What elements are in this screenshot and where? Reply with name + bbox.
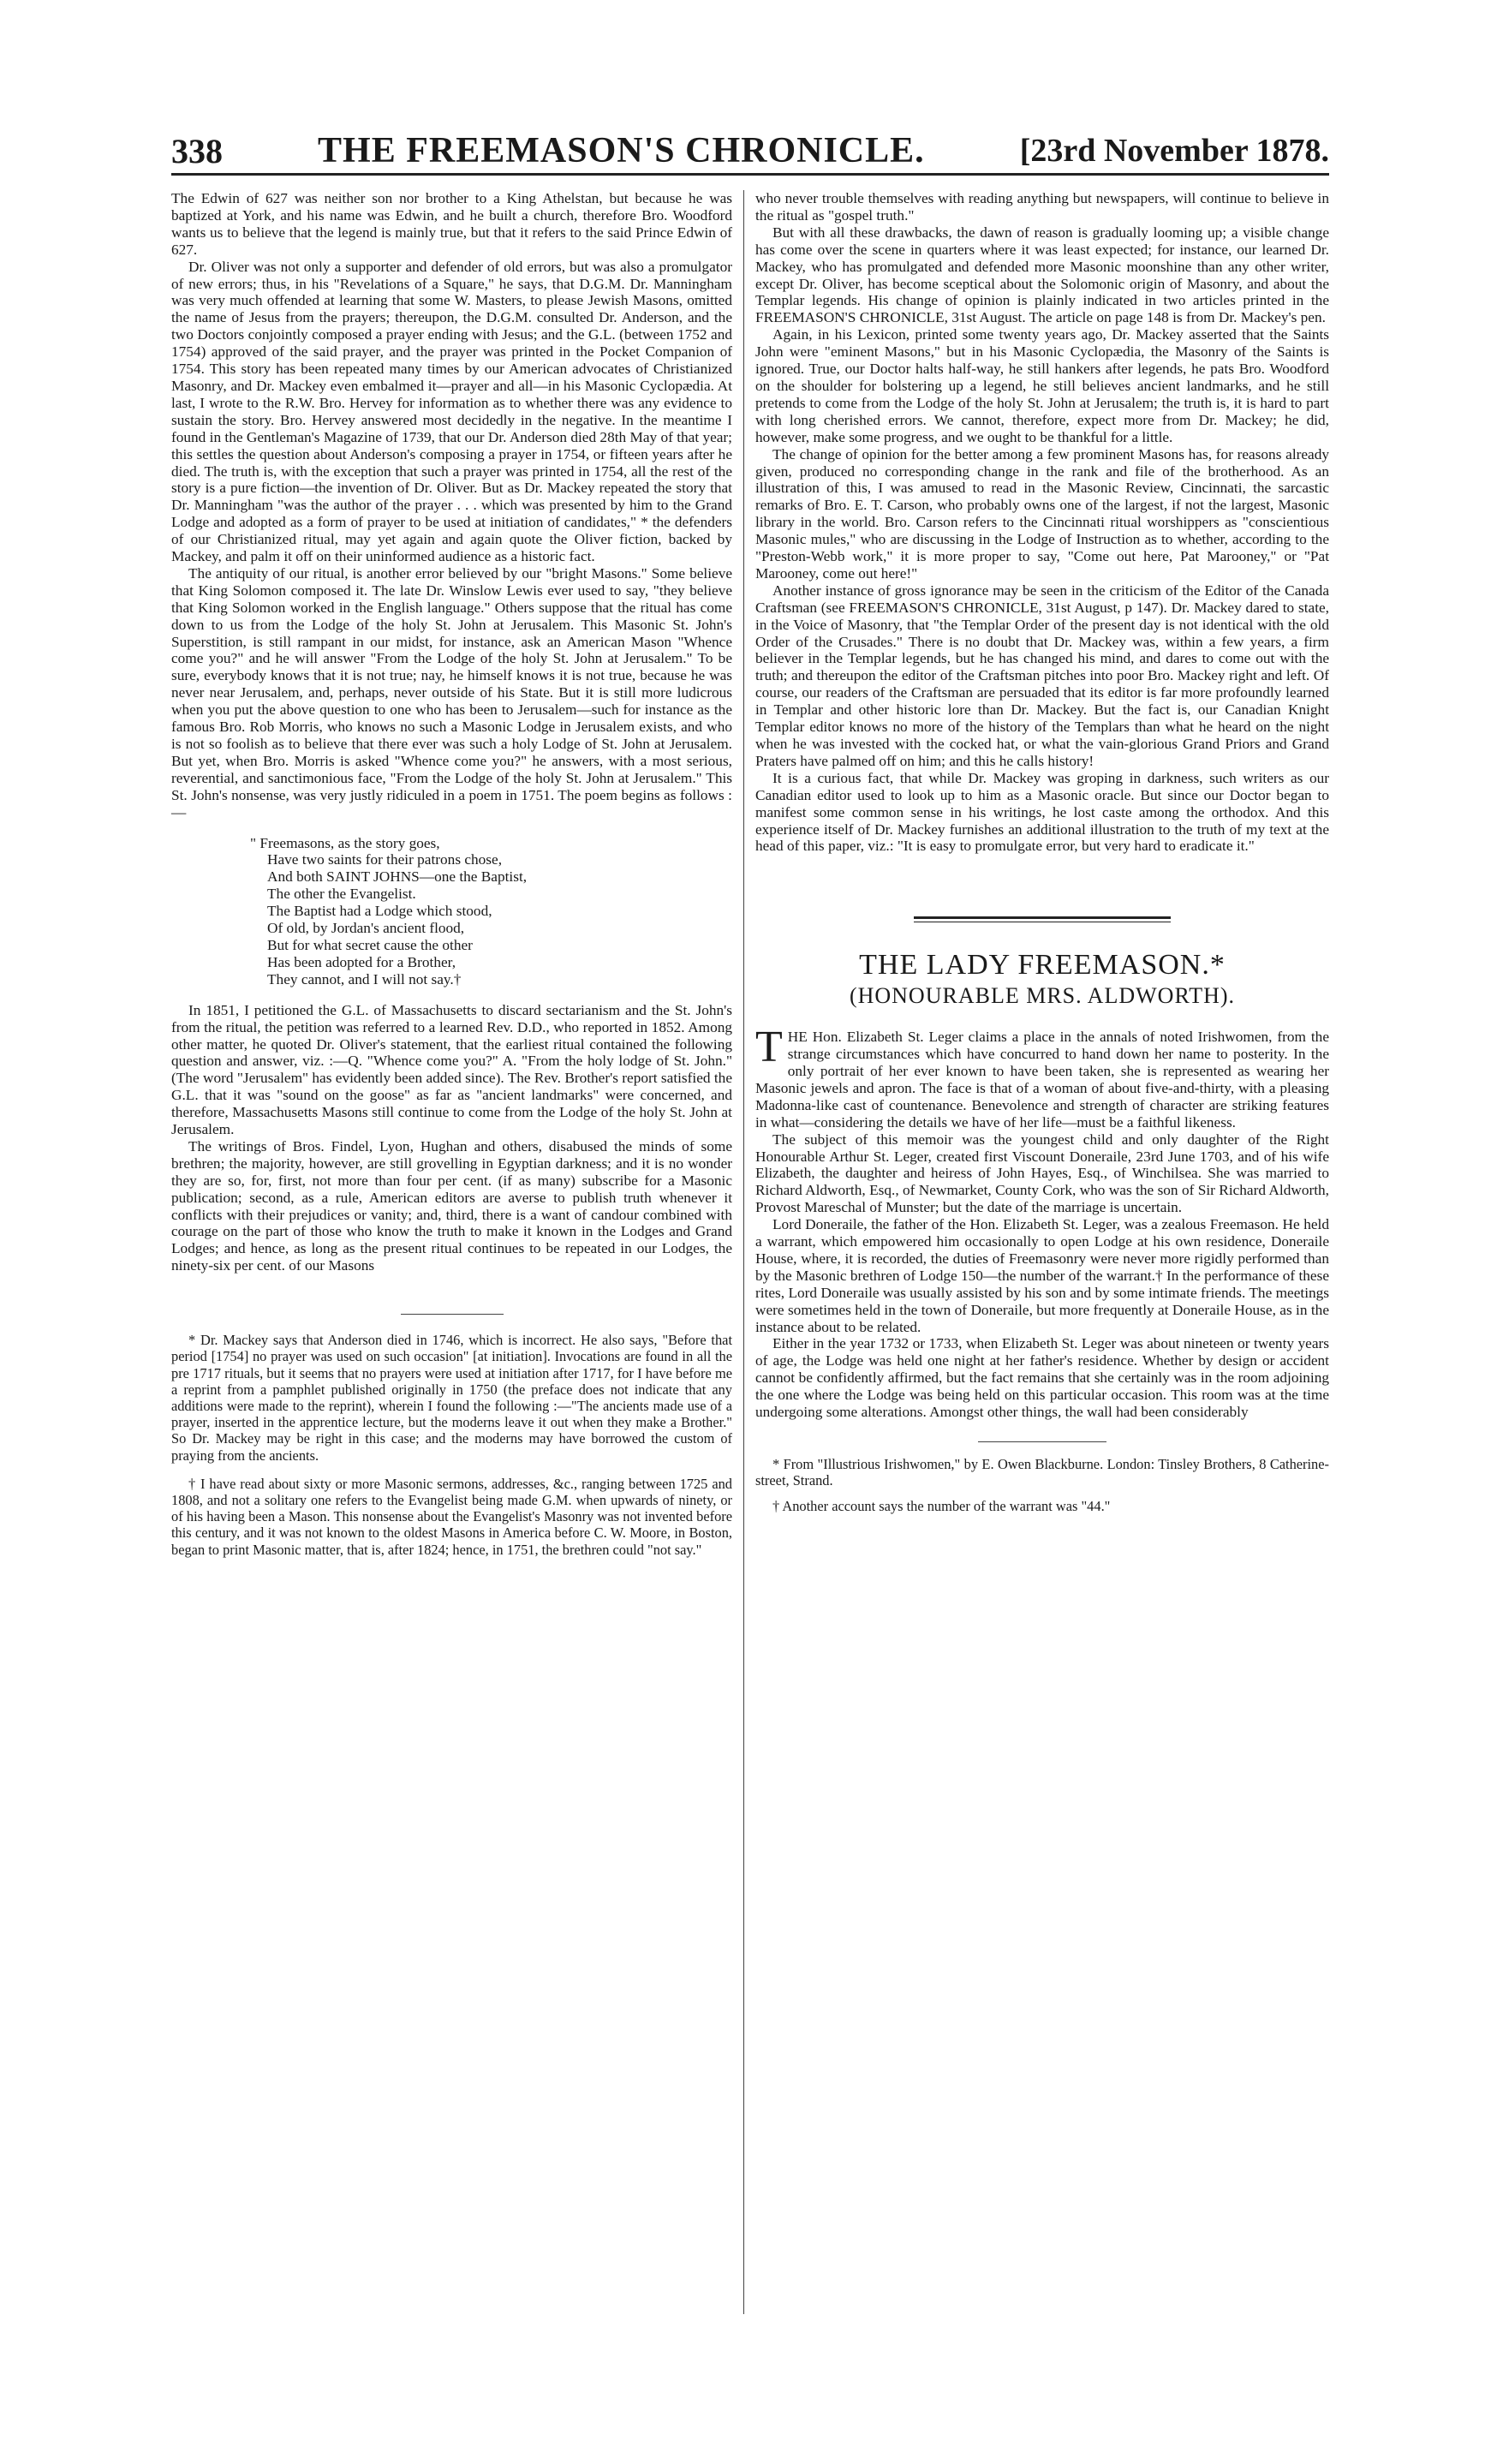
paragraph: Lord Doneraile, the father of the Hon. Elizabeth St. Leger, was a zealous Freemason. He held a warrant, which empowered him occasionally to open Lodge at his own residence, Doneraile House, where, it is recorded, the duties of Freemasonry were never more rigidly performed than by the Masonic brethren of Lodge 150—the number of the warrant.† In the performance of these rites, Lord Doneraile was usually assisted by his son and by some intimate friends. The meetings were sometimes held in the town of Doneraile, but more frequently at Doneraile House, as in the instance about to be related. xyxy=(755,1216,1329,1335)
footnotes xyxy=(171,1332,732,1558)
footnotes xyxy=(755,1456,1329,1514)
poem-line: The other the Evangelist. xyxy=(267,886,416,903)
paragraph: The subject of this memoir was the youngest child and only daughter of the Right Honourable Arthur St. Leger, created first Viscount Doneraile, 23rd June 1703, and of his wife Elizabeth, the daughter and heiress of John Hayes, Esq., of Winchilsea. She was married to Richard Aldworth, Esq., of Newmarket, County Cork, who was the son of Sir Richard Aldworth, Provost Mareschal of Munster; but the date of the marriage is uncertain. xyxy=(755,1131,1329,1216)
poem-line: Have two saints for their patrons chose, xyxy=(267,851,503,868)
masthead-title: THE FREEMASON'S CHRONICLE. xyxy=(318,131,925,170)
issue-date: [23rd November 1878. xyxy=(1019,133,1329,169)
right-column xyxy=(755,190,1329,1514)
poem-line: Of old, by Jordan's ancient flood, xyxy=(267,920,465,937)
paragraph: Dr. Oliver was not only a supporter and defender of old errors, but was also a promulgator of new errors; thus, in his "Revelations of a Square," he says, that D.G.M. Dr. Manningham was very much offended at learning that some W. Masters, to please Jewish Masons, omitted the name of Jesus from the prayers; thereupon, the D.G.M. consulted Dr. Anderson, and the two Doctors conjointly composed a prayer ending with Jesus; and the G.L. (between 1752 and 1754) approved of the said prayer, and the prayer was printed in the Pocket Companion of 1754. This story has been repeated many times by our American advocates of Christianized Masonry, and Dr. Mackey even embalmed it—prayer and all—in his Masonic Cyclopædia. At last, I wrote to the R.W. Bro. Hervey for information as to whether there was any evidence to sustain the story. Bro. Hervey answered most decidedly in the negative. In the meantime I found in the Gentleman's Magazine of 1739, that our Dr. Anderson died 28th May of that year; this settles the question about Anderson's composing a prayer in 1754, or fifteen years after he died. The truth is, with the exception that such a prayer was printed in 1754, all the rest of the story is a pure fiction—the invention of Dr. Oliver. But as Dr. Mackey repeated the story that Dr. Manningham "was the author of the prayer . . . which was presented by him to the Grand Lodge and adopted as a form of prayer to be used at initiation of candidates," * the defenders of our Christianized ritual, may yet again and again quote the Oliver fiction, backed by Mackey, and palm it off on their uninformed audience as a historic fact. xyxy=(171,258,732,565)
footnote-rule xyxy=(978,1441,1106,1442)
paragraph: The change of opinion for the better among a few prominent Masons has, for reasons already given, produced no corresponding change in the rank and file of the brotherhood. As an illustration of this, I was amused to read in the Masonic Review, Cincinnati, the sarcastic remarks of Bro. E. T. Carson, who probably owns one of the largest, if not the largest, Masonic library in the world. Bro. Carson refers to the Cincinnati ritual worshippers as "conscientious Masonic mules," who are discussing in the Lodge of Instruction as to whether, according to the "Preston-Webb work," it is more proper to say, "Come out here, Pat Marooney," or "Pat Marooney, come out here!" xyxy=(755,445,1329,582)
drop-cap: T xyxy=(755,1023,783,1072)
paragraph: It is a curious fact, that while Dr. Mackey was groping in darkness, such writers as our Canadian editor used to look up to him as a Masonic oracle. But since our Doctor began to manifest some common sense in his writings, he lost caste among the orthodox. And this experience itself of Dr. Mackey furnishes an additional illustration to the truth of my text at the head of this paper, viz.: "It is easy to promulgate error, but very hard to eradicate it." xyxy=(755,769,1329,855)
paragraph: The writings of Bros. Findel, Lyon, Hughan and others, disabused the minds of some brethren; the majority, however, are still grovelling in Egyptian darkness; and it is no wonder they are so, for, first, not more than four per cent. (if as many) subscribe for a Masonic publication; second, as a rule, American editors are averse to publish truth whenever it conflicts with their prejudices or vanity; and, third, there is a want of candour combined with courage on the part of those who know the truth to make it known in the Lodges and Grand Lodges; and hence, as long as the present ritual continues to be repeated in our Lodges, the ninety-six per cent. of our Masons xyxy=(171,1137,732,1274)
paragraph xyxy=(755,1023,1329,1131)
footnote: † Another account says the number of the warrant was "44." xyxy=(772,1497,1111,1514)
poem-line: Has been adopted for a Brother, xyxy=(267,953,456,970)
section-ornament-rule xyxy=(914,916,1171,922)
footnote: * From "Illustrious Irishwomen," by E. Owen Blackburne. London: Tinsley Brothers, 8 Catherine-street, Strand. xyxy=(755,1456,1329,1489)
page-header xyxy=(171,128,1329,176)
poem-line: And both SAINT JOHNS—one the Baptist, xyxy=(267,868,528,886)
paragraph: In 1851, I petitioned the G.L. of Massachusetts to discard sectarianism and the St. John's from the ritual, the petition was referred to a learned Rev. D.D., who reported in 1852. Among other matter, he quoted Dr. Oliver's statement, that the earliest ritual contained the following question and answer, viz. :—Q. "Whence come you?" A. "From the holy lodge of St. John." (The word "Jerusalem" has evidently been added since). The Rev. Brother's report satisfied the G.L. that it was "sound on the goose" as far as "ancient landmarks" were concerned, and therefore, Massachusetts Masons still continue to come from the Lodge of the holy St. John at Jerusalem. xyxy=(171,1001,732,1138)
poem-line: But for what secret cause the other xyxy=(267,936,473,953)
footnote: * Dr. Mackey says that Anderson died in 1746, which is incorrect. He also says, "Before that period [1754] no prayer was used on such occasion" [at initiation]. Invocations are found in all the pre 1717 rituals, but it seems that no prayers were used at initiation after 1717, for I have before me a reprint from a pamphlet published originally in 1750 (the preface does not indicate that any additions were made to the reprint), wherein I found the following :—"The ancients made use of a prayer, inserted in the apprentice lecture, but the moderns leave it out when they make a Brother." So Dr. Mackey may be right in this case; and the moderns may have borrowed the custom of praying from the ancients. xyxy=(171,1332,732,1464)
paragraph: Another instance of gross ignorance may be seen in the criticism of the Editor of the Canada Craftsman (see FREEMASON'S CHRONICLE, 31st August, p 147). Dr. Mackey dared to state, in the Voice of Masonry, that "the Templar Order of the present day is not identical with the old Order of the Crusades." There is no doubt that Dr. Mackey was, within a few years, a firm believer in the Templar legends, but he has changed his mind, and dares to come out with the truth; and thereupon the editor of the Craftsman pitches into poor Bro. Mackey right and left. Of course, our readers of the Craftsman are persuaded that its editor is far more profoundly learned in Templar and other historic lore than Dr. Mackey. But the fact is, our Canadian Knight Templar editor knows no more of the history of the Templars than what he heard on the night when he was invested with the cocked hat, or what the vain-glorious Grand Priors and Grand Praters have palmed off on him; and this he calls history! xyxy=(755,582,1329,769)
left-column xyxy=(171,190,732,1558)
poem-line: They cannot, and I will not say.† xyxy=(267,970,462,987)
footnote: † I have read about sixty or more Masonic sermons, addresses, &c., ranging between 1725 and 1808, and not a solitary one refers to the Evangelist being made G.M. when upwards of ninety, or of his having been a Mason. This nonsense about the Evangelist's Masonry was not invented before this century, and it was not known to the oldest Masons in America before C. W. Moore, in Boston, began to print Masonic matter, that is, after 1824; hence, in 1751, the brethren could "not say." xyxy=(171,1475,732,1558)
poem-line: The Baptist had a Lodge which stood, xyxy=(267,903,492,920)
paragraph: who never trouble themselves with reading anything but newspapers, will continue to believe in the ritual as "gospel truth." xyxy=(755,190,1329,224)
article-subtitle: (HONOURABLE MRS. ALDWORTH). xyxy=(849,983,1236,1009)
paragraph: The antiquity of our ritual, is another error believed by our "bright Masons." Some believe that King Solomon composed it. The late Dr. Winslow Lewis ever used to say, "they believe that King Solomon worked in the English language." Others suppose that the ritual has come down to us from the Lodge of the holy St. John at Jerusalem. This Masonic St. John's Superstition, is still rampant in our midst, for instance, ask an American Mason "Whence come you?" and he will answer "From the Lodge of the holy St. John at Jerusalem." To be sure, everybody knows that it is not true; nay, he himself knows it is not true, because he was never near Jerusalem, and, perhaps, never outside of his State. But it is still more ludicrous when you put the above question to one who has been to Jerusalem—such for instance as the famous Bro. Rob Morris, who knows no such a Masonic Lodge in Jerusalem exists, and who is not so foolish as to believe that there ever was such a holy Lodge of St. John at Jerusalem. But yet, when Bro. Morris is asked "Whence come you?" he answers, with a most serious, reverential, and sanctimonious face, "From the Lodge of the holy St. John at Jerusalem." This St. John's nonsense, was very justly ridiculed in a poem in 1751. The poem begins as follows :— xyxy=(171,564,732,820)
column-divider xyxy=(743,190,744,2314)
poem-line: " Freemasons, as the story goes, xyxy=(250,834,440,851)
article-title: THE LADY FREEMASON.* xyxy=(859,949,1226,981)
poem xyxy=(250,835,732,988)
footnote-rule xyxy=(401,1314,504,1315)
paragraph-text: HE Hon. Elizabeth St. Leger claims a place in the annals of noted Irishwomen, from the strange circumstances which have concurred to hand down her name to posterity. In the only portrait of her ever known to have been taken, she is represented as wearing her Masonic jewels and apron. The face is that of a woman of about five-and-thirty, with a pleasing Madonna-like cast of countenance. Benevolence and strength of character are striking features in what—considering the details we have of her life—must be a faithful likeness. xyxy=(755,1029,1329,1131)
paragraph: Either in the year 1732 or 1733, when Elizabeth St. Leger was about nineteen or twenty years of age, the Lodge was held one night at her father's residence. Whether by design or accident cannot be confidently affirmed, but the fact remains that she certainly was in the room adjoining the one where the Lodge was being held on this particular occasion. This room was at the time undergoing some alterations. Amongst other things, the wall had been considerably xyxy=(755,1335,1329,1421)
page-number: 338 xyxy=(171,131,223,170)
paragraph: Again, in his Lexicon, printed some twenty years ago, Dr. Mackey asserted that the Saints John were "eminent Masons," but in his Masonic Cyclopædia, the Masonry of the Saints is ignored. True, our Doctor halts half-way, he still hankers after legends, he pats Bro. Woodford on the shoulder for bolstering up a legend, he still believes ancient landmarks, and he still pretends to come from the Lodge of the holy St. John at Jerusalem; the truth is, it is hard to part with long cherished errors. We cannot, therefore, expect more from Dr. Mackey; he did, however, make some progress, and we ought to be thankful for a little. xyxy=(755,326,1329,445)
paragraph: The Edwin of 627 was neither son nor brother to a King Athelstan, but because he was baptized at York, and his name was Edwin, and he built a church, therefore Bro. Woodford wants us to believe that the legend is mainly true, but that it refers to the said Prince Edwin of 627. xyxy=(171,190,732,258)
paragraph: But with all these drawbacks, the dawn of reason is gradually looming up; a visible change has come over the scene in quarters where it was least expected; for instance, our learned Dr. Mackey, who has promulgated and defended more Masonic moonshine than any other writer, except Dr. Oliver, has become sceptical about the Solomonic origin of Masonry, and about the Templar legends. His change of opinion is plainly indicated in two articles printed in the FREEMASON'S CHRONICLE, 31st August. The article on page 148 is from Dr. Mackey's pen. xyxy=(755,224,1329,326)
